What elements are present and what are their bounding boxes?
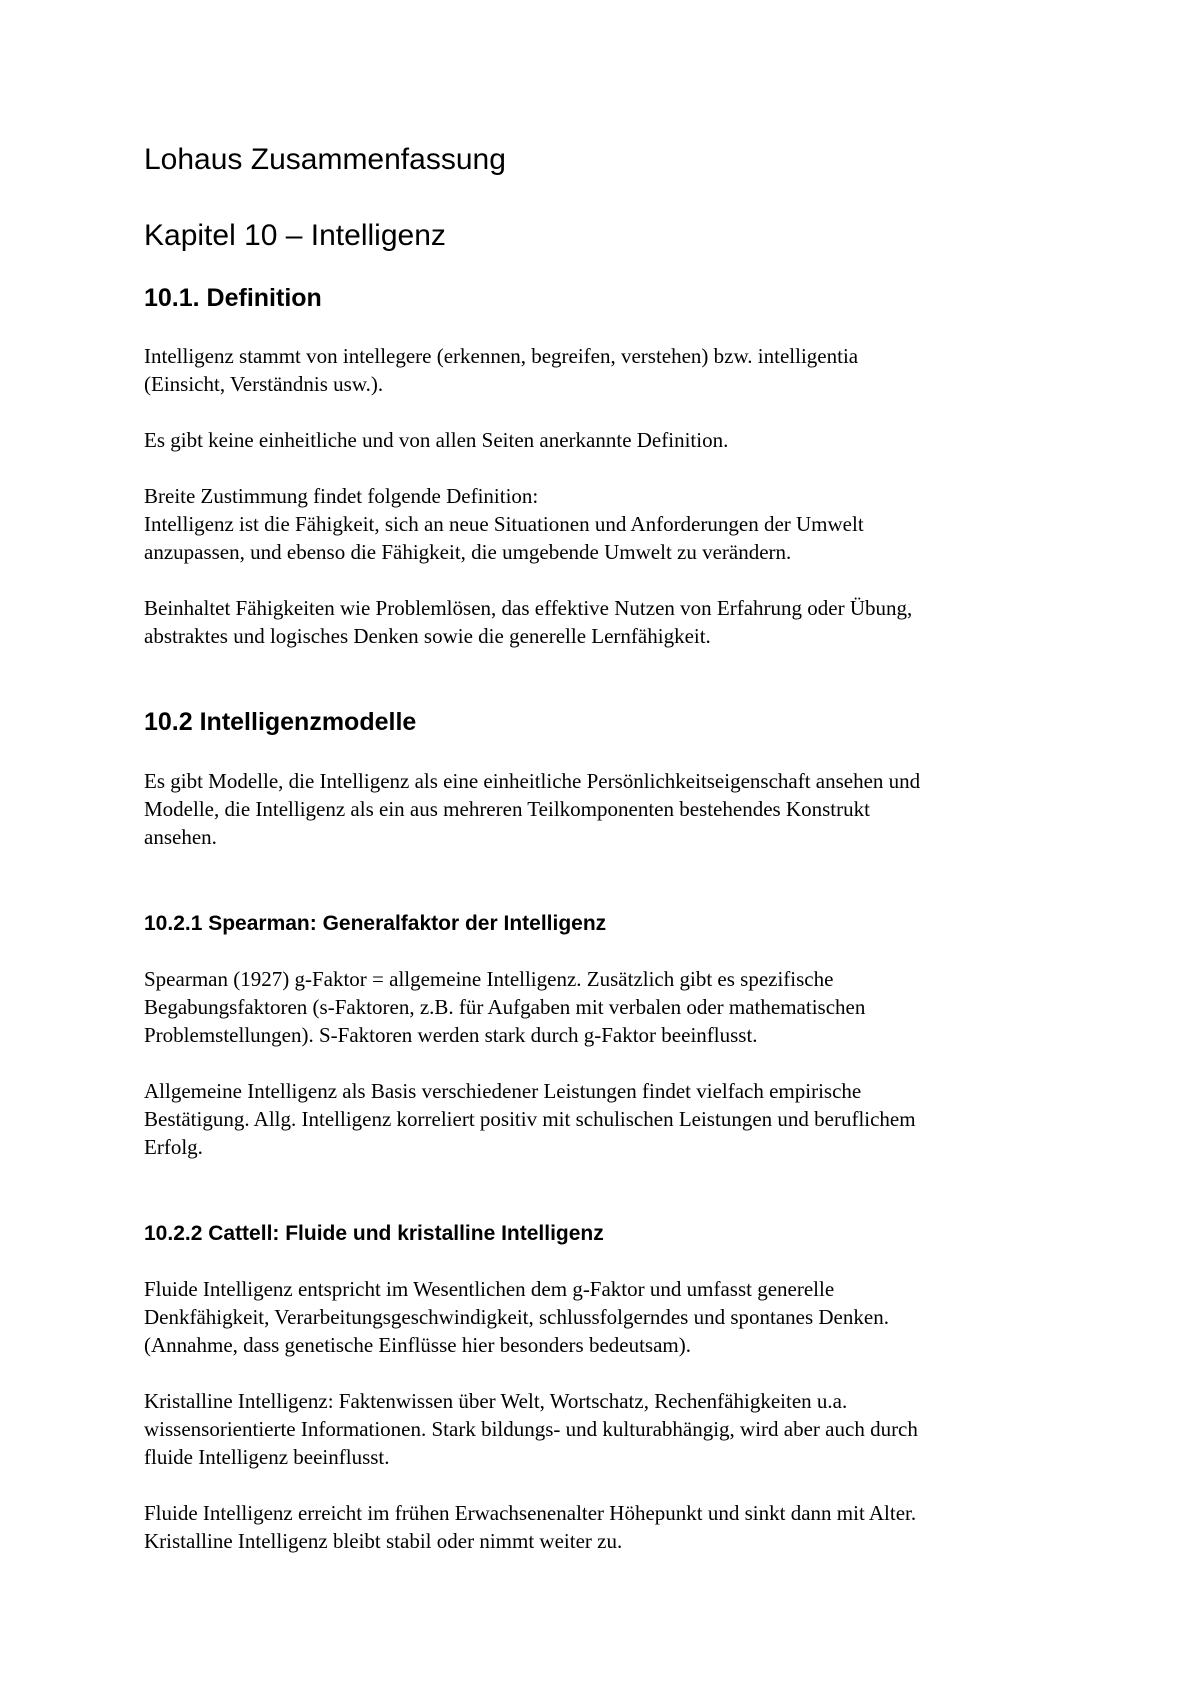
paragraph	[144, 1499, 1064, 1555]
text-line: ansehen.	[144, 825, 217, 849]
text-line: Erfolg.	[144, 1135, 203, 1159]
text-line: wissensorientierte Informationen. Stark bildungs- und kulturabhängig, wird aber auch durch	[144, 1417, 918, 1441]
text-line: Denkfähigkeit, Verarbeitungsgeschwindigkeit, schlussfolgerndes und spontanes Denken.	[144, 1305, 889, 1329]
text-line: Begabungsfaktoren (s-Faktoren, z.B. für Aufgaben mit verbalen oder mathematischen	[144, 995, 866, 1019]
text-line: anzupassen, und ebenso die Fähigkeit, die umgebende Umwelt zu verändern.	[144, 540, 792, 564]
text-line: Fluide Intelligenz erreicht im frühen Erwachsenenalter Höhepunkt und sinkt dann mit Alter.	[144, 1501, 917, 1525]
text-line: Allgemeine Intelligenz als Basis verschiedener Leistungen findet vielfach empirische	[144, 1079, 862, 1103]
paragraph	[144, 965, 1064, 1049]
paragraph	[144, 342, 1064, 398]
paragraph	[144, 1077, 1064, 1161]
text-line: abstraktes und logisches Denken sowie die generelle Lernfähigkeit.	[144, 624, 711, 648]
text-line: Intelligenz stammt von intellegere (erkennen, begreifen, verstehen) bzw. intelligentia	[144, 344, 859, 368]
text-line: Beinhaltet Fähigkeiten wie Problemlösen, das effektive Nutzen von Erfahrung oder Übung,	[144, 596, 913, 620]
paragraph	[144, 1387, 1064, 1471]
text-line: (Annahme, dass genetische Einflüsse hier besonders bedeutsam).	[144, 1333, 692, 1357]
text-line: Es gibt Modelle, die Intelligenz als eine einheitliche Persönlichkeitseigenschaft ansehen und	[144, 769, 921, 793]
section-heading-intelligenzmodelle: 10.2 Intelligenzmodelle	[144, 708, 417, 736]
subsection-heading-cattell: 10.2.2 Cattell: Fluide und kristalline Intelligenz	[144, 1222, 604, 1245]
text-line: Bestätigung. Allg. Intelligenz korreliert positiv mit schulischen Leistungen und beruflichem	[144, 1107, 916, 1131]
text-line: Modelle, die Intelligenz als ein aus mehreren Teilkomponenten bestehendes Konstrukt	[144, 797, 870, 821]
text-line: Fluide Intelligenz entspricht im Wesentlichen dem g-Faktor und umfasst generelle	[144, 1277, 835, 1301]
paragraph	[144, 767, 1064, 851]
document-title: Lohaus Zusammenfassung	[144, 143, 506, 176]
text-line: Problemstellungen). S-Faktoren werden stark durch g-Faktor beeinflusst.	[144, 1023, 758, 1047]
text-line: Kristalline Intelligenz: Faktenwissen über Welt, Wortschatz, Rechenfähigkeiten u.a.	[144, 1389, 848, 1413]
text-line: Intelligenz ist die Fähigkeit, sich an neue Situationen und Anforderungen der Umwelt	[144, 512, 864, 536]
paragraph	[144, 426, 1064, 454]
text-line: fluide Intelligenz beeinflusst.	[144, 1445, 390, 1469]
text-line: Breite Zustimmung findet folgende Definition:	[144, 484, 539, 508]
subsection-heading-spearman: 10.2.1 Spearman: Generalfaktor der Intelligenz	[144, 912, 607, 935]
section-heading-definition: 10.1. Definition	[144, 284, 322, 312]
text-line: Es gibt keine einheitliche und von allen Seiten anerkannte Definition.	[144, 428, 729, 452]
paragraph	[144, 1275, 1064, 1359]
text-line: (Einsicht, Verständnis usw.).	[144, 372, 384, 396]
paragraph	[144, 594, 1064, 650]
chapter-title: Kapitel 10 – Intelligenz	[144, 219, 446, 252]
text-line: Kristalline Intelligenz bleibt stabil oder nimmt weiter zu.	[144, 1529, 623, 1553]
paragraph	[144, 482, 1064, 566]
text-line: Spearman (1927) g-Faktor = allgemeine Intelligenz. Zusätzlich gibt es spezifische	[144, 967, 834, 991]
